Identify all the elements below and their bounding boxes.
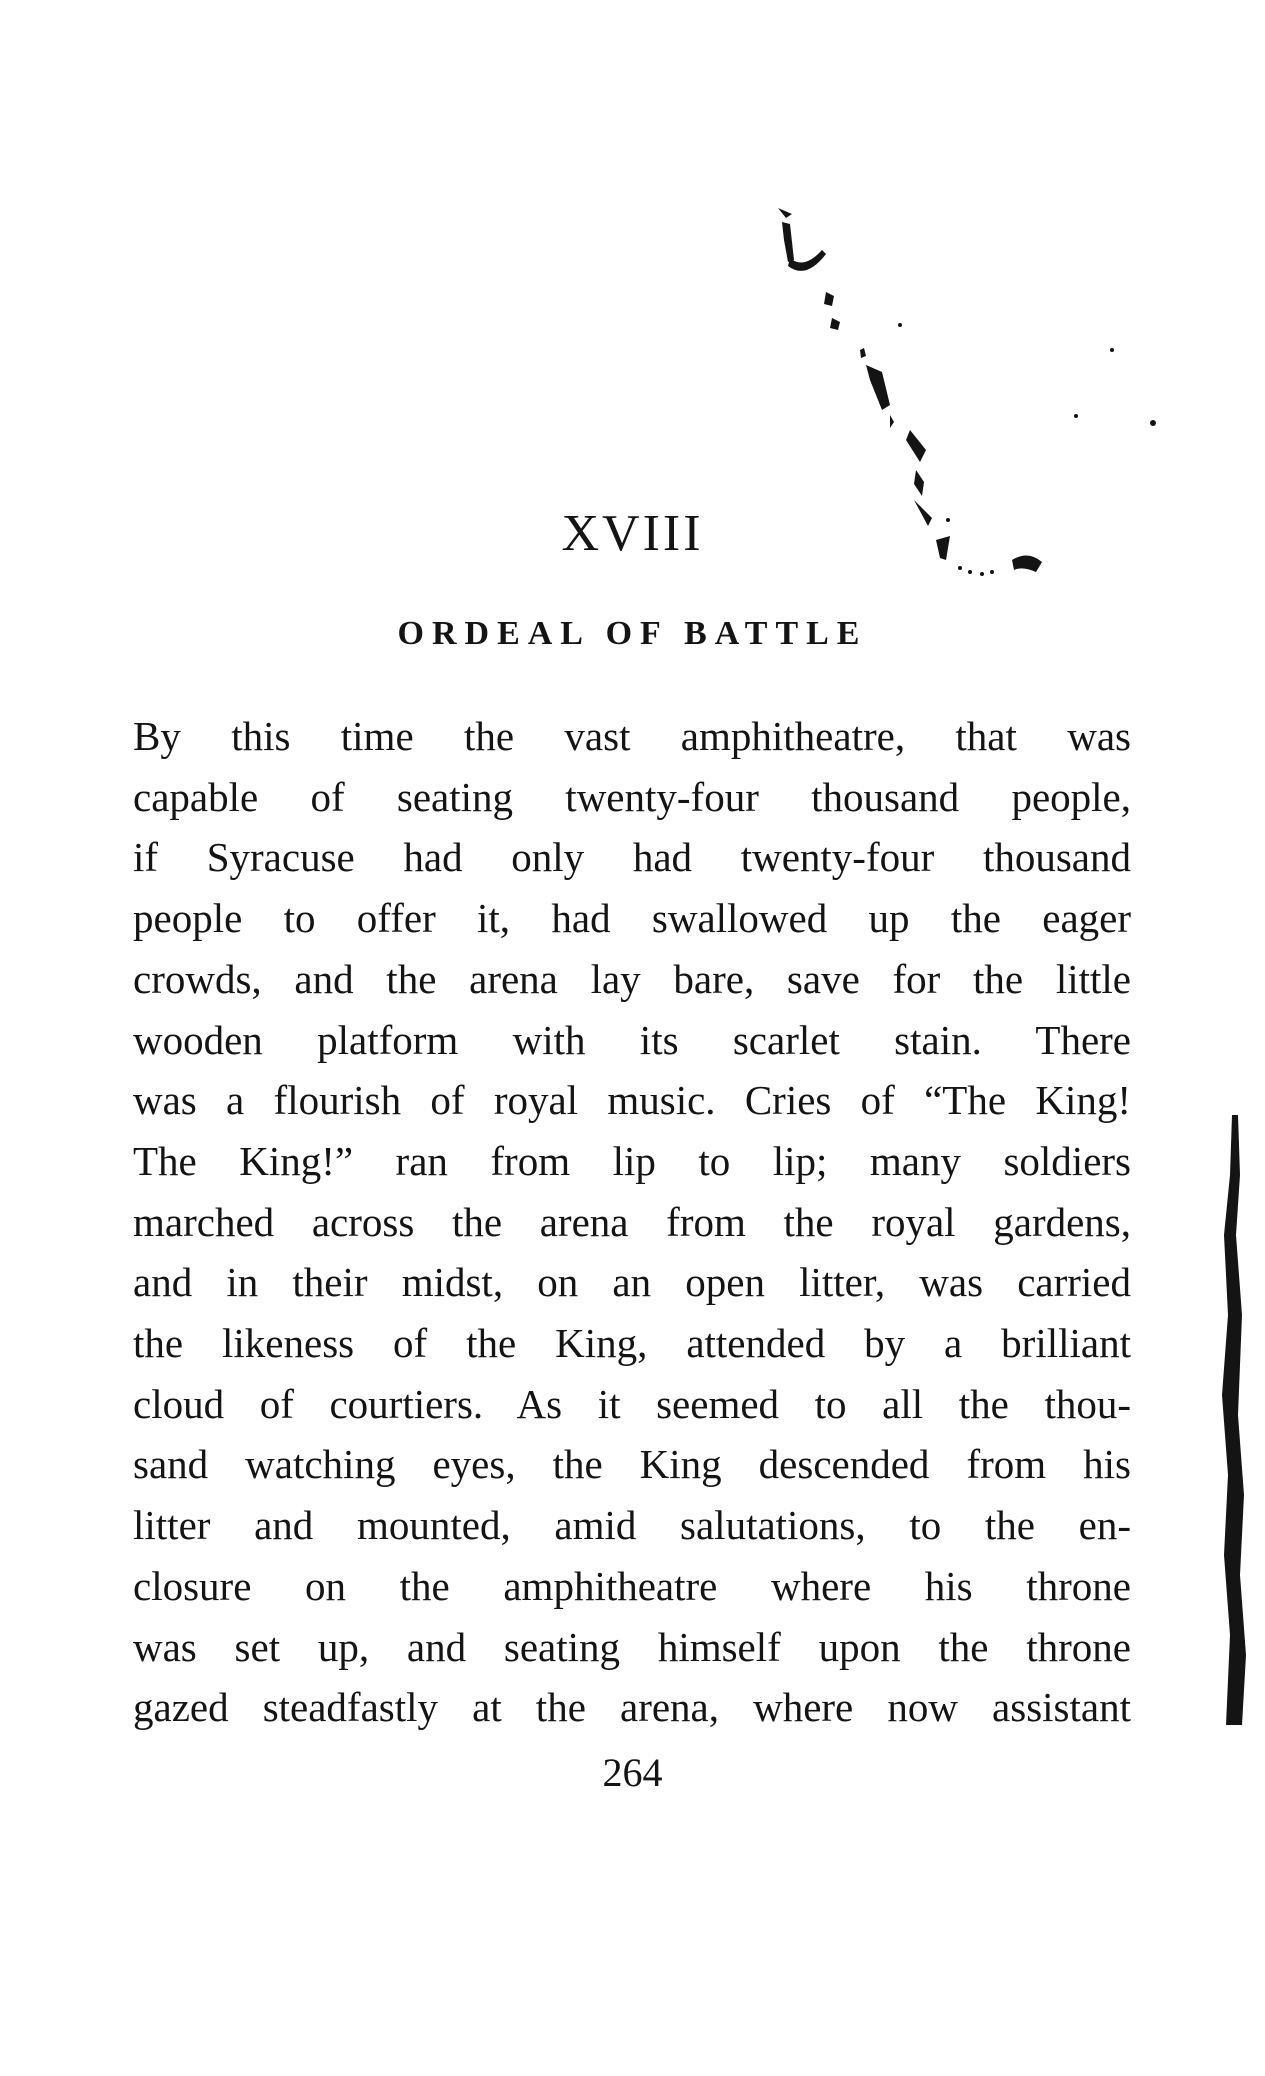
page-edge-shadow bbox=[1220, 1115, 1250, 1725]
ink-speck bbox=[1148, 418, 1158, 428]
text-line: was a flourish of royal music. Cries of “The King! bbox=[133, 1077, 1131, 1124]
text-line: gazed steadfastly at the arena, where now assistant bbox=[133, 1684, 1131, 1731]
text-line: sand watching eyes, the King descended from his bbox=[133, 1441, 1131, 1488]
text-line: litter and mounted, amid salutations, to the en- bbox=[133, 1502, 1131, 1549]
page-number: 264 bbox=[602, 1750, 663, 1795]
chapter-body-text bbox=[133, 706, 1131, 1738]
text-line: cloud of courtiers. As it seemed to all the thou- bbox=[133, 1380, 1131, 1427]
text-line: people to offer it, had swallowed up the eager bbox=[133, 895, 1131, 942]
text-line: By this time the vast amphitheatre, that was bbox=[133, 713, 1131, 759]
text-line: crowds, and the arena lay bare, save for the little bbox=[133, 955, 1131, 1002]
text-line: was set up, and seating himself upon the throne bbox=[133, 1623, 1131, 1670]
text-line: wooden platform with its scarlet stain. There bbox=[133, 1016, 1131, 1063]
text-line: if Syracuse had only had twenty-four thousand bbox=[133, 834, 1131, 881]
ink-speck bbox=[1108, 346, 1116, 354]
chapter-title: ORDEAL OF BATTLE bbox=[397, 615, 868, 652]
text-line: the likeness of the King, attended by a brilliant bbox=[133, 1320, 1131, 1367]
text-line: marched across the arena from the royal gardens, bbox=[133, 1198, 1131, 1245]
text-line: closure on the amphitheatre where his throne bbox=[133, 1562, 1131, 1609]
text-line: The King!” ran from lip to lip; many soldiers bbox=[133, 1137, 1131, 1184]
text-line: capable of seating twenty-four thousand people, bbox=[133, 773, 1131, 820]
text-line: and in their midst, on an open litter, was carried bbox=[133, 1259, 1131, 1306]
chapter-number: XVIII bbox=[561, 505, 704, 562]
